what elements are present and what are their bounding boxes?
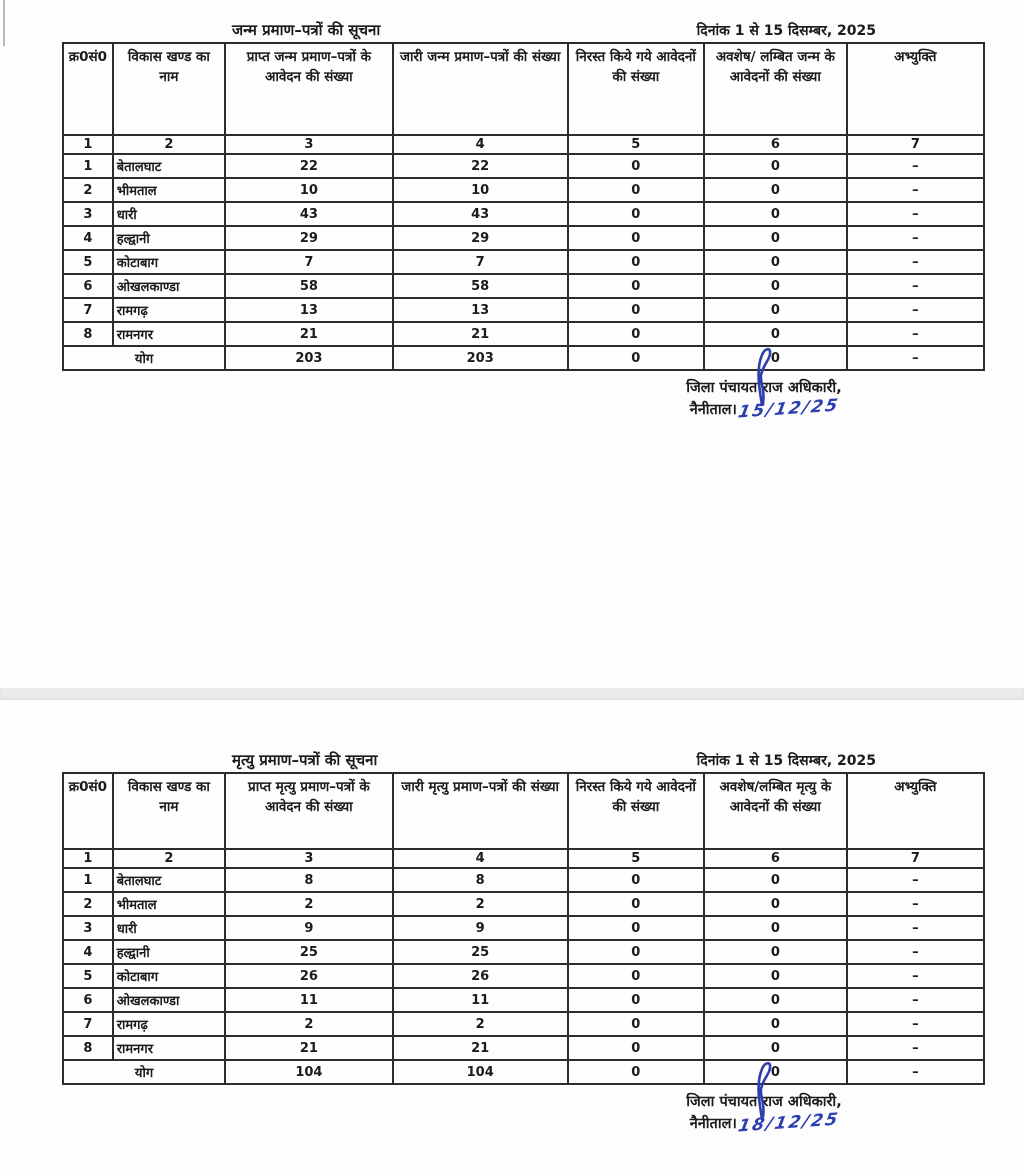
value-cell: 0 <box>568 226 704 250</box>
value-cell: 21 <box>225 322 393 346</box>
signature-block-death <box>644 1091 884 1137</box>
column-header: प्राप्त मृत्यु प्रमाण–पत्रों के आवेदन की संख्या <box>225 773 393 849</box>
column-header: जारी मृत्यु प्रमाण–पत्रों की संख्या <box>393 773 568 849</box>
serial-cell: 7 <box>63 1012 113 1036</box>
table-row <box>63 940 984 964</box>
column-number-cell: 2 <box>113 135 225 154</box>
value-cell: 0 <box>704 154 847 178</box>
signature-place-line <box>644 395 884 423</box>
serial-cell: 3 <box>63 916 113 940</box>
total-value-cell: 0 <box>568 346 704 370</box>
table-row <box>63 1012 984 1036</box>
block-name-cell: भीमताल <box>113 892 225 916</box>
column-number-cell: 7 <box>847 849 984 868</box>
column-header: विकास खण्ड का नाम <box>113 43 225 135</box>
total-value-cell: 0 <box>704 346 847 370</box>
value-cell: 13 <box>393 298 568 322</box>
column-number-row <box>63 849 984 868</box>
block-name-cell: बेतालघाट <box>113 868 225 892</box>
value-cell: 58 <box>225 274 393 298</box>
value-cell: – <box>847 154 984 178</box>
table-row <box>63 154 984 178</box>
value-cell: 7 <box>225 250 393 274</box>
value-cell: 0 <box>568 202 704 226</box>
serial-cell: 6 <box>63 274 113 298</box>
death-title-row <box>0 750 1024 772</box>
serial-cell: 2 <box>63 178 113 202</box>
value-cell: 0 <box>704 226 847 250</box>
total-row <box>63 346 984 370</box>
value-cell: 43 <box>393 202 568 226</box>
value-cell: 22 <box>393 154 568 178</box>
value-cell: – <box>847 1036 984 1060</box>
serial-cell: 8 <box>63 322 113 346</box>
value-cell: – <box>847 868 984 892</box>
table-row <box>63 202 984 226</box>
death-certificates-table <box>62 772 985 1085</box>
header-row <box>63 773 984 849</box>
table-row <box>63 322 984 346</box>
value-cell: 0 <box>568 916 704 940</box>
column-number-cell: 7 <box>847 135 984 154</box>
total-value-cell: – <box>847 346 984 370</box>
value-cell: 0 <box>704 916 847 940</box>
signature-block-birth <box>644 377 884 423</box>
value-cell: – <box>847 298 984 322</box>
serial-cell: 7 <box>63 298 113 322</box>
total-value-cell: 104 <box>393 1060 568 1084</box>
column-header: क्र0सं0 <box>63 773 113 849</box>
value-cell: – <box>847 274 984 298</box>
value-cell: 2 <box>225 892 393 916</box>
value-cell: 25 <box>225 940 393 964</box>
value-cell: 7 <box>393 250 568 274</box>
value-cell: 0 <box>568 892 704 916</box>
serial-cell: 5 <box>63 250 113 274</box>
serial-cell: 6 <box>63 988 113 1012</box>
column-number-row <box>63 135 984 154</box>
value-cell: 0 <box>568 274 704 298</box>
value-cell: 9 <box>393 916 568 940</box>
value-cell: – <box>847 940 984 964</box>
column-number-cell: 4 <box>393 849 568 868</box>
value-cell: 11 <box>225 988 393 1012</box>
value-cell: – <box>847 892 984 916</box>
value-cell: 58 <box>393 274 568 298</box>
block-name-cell: हल्द्वानी <box>113 226 225 250</box>
value-cell: – <box>847 202 984 226</box>
value-cell: 21 <box>393 322 568 346</box>
birth-date-range-label: दिनांक 1 से 15 दिसम्बर, 2025 <box>696 23 876 39</box>
birth-title-row <box>0 20 1024 42</box>
value-cell: 43 <box>225 202 393 226</box>
column-header: अभ्युक्ति <box>847 773 984 849</box>
value-cell: 2 <box>225 1012 393 1036</box>
value-cell: 0 <box>568 988 704 1012</box>
block-name-cell: कोटाबाग <box>113 964 225 988</box>
total-value-cell: 0 <box>568 1060 704 1084</box>
block-name-cell: ओखलकाण्डा <box>113 274 225 298</box>
death-date-range-label: दिनांक 1 से 15 दिसम्बर, 2025 <box>696 753 876 769</box>
total-row <box>63 1060 984 1084</box>
value-cell: 9 <box>225 916 393 940</box>
block-name-cell: रामनगर <box>113 1036 225 1060</box>
table-row <box>63 868 984 892</box>
value-cell: 2 <box>393 1012 568 1036</box>
table-row <box>63 916 984 940</box>
value-cell: – <box>847 178 984 202</box>
block-name-cell: भीमताल <box>113 178 225 202</box>
column-header: अवशेष/लम्बित मृत्यु के आवेदनों की संख्या <box>704 773 847 849</box>
block-name-cell: रामनगर <box>113 322 225 346</box>
value-cell: 0 <box>704 868 847 892</box>
signature-designation: जिला पंचायत राज अधिकारी, <box>686 380 842 396</box>
block-name-cell: ओखलकाण्डा <box>113 988 225 1012</box>
column-number-cell: 1 <box>63 849 113 868</box>
value-cell: 13 <box>225 298 393 322</box>
block-name-cell: धारी <box>113 916 225 940</box>
total-value-cell: – <box>847 1060 984 1084</box>
column-number-cell: 6 <box>704 135 847 154</box>
value-cell: 0 <box>568 868 704 892</box>
value-cell: 0 <box>704 940 847 964</box>
table-row <box>63 1036 984 1060</box>
column-number-cell: 1 <box>63 135 113 154</box>
value-cell: 29 <box>225 226 393 250</box>
value-cell: 0 <box>568 1012 704 1036</box>
value-cell: 0 <box>568 322 704 346</box>
column-header: क्र0सं0 <box>63 43 113 135</box>
total-value-cell: 104 <box>225 1060 393 1084</box>
value-cell: 0 <box>704 1036 847 1060</box>
serial-cell: 4 <box>63 226 113 250</box>
value-cell: 10 <box>393 178 568 202</box>
value-cell: 25 <box>393 940 568 964</box>
value-cell: – <box>847 988 984 1012</box>
column-header: अवशेष/ लम्बित जन्म के आवेदनों की संख्या <box>704 43 847 135</box>
table-row <box>63 274 984 298</box>
value-cell: 0 <box>568 964 704 988</box>
serial-cell: 1 <box>63 154 113 178</box>
table-row <box>63 964 984 988</box>
column-number-cell: 2 <box>113 849 225 868</box>
value-cell: 0 <box>704 202 847 226</box>
value-cell: 0 <box>704 274 847 298</box>
birth-certificates-table <box>62 42 985 371</box>
death-table-title: मृत्यु प्रमाण–पत्रों की सूचना <box>232 751 378 769</box>
column-number-cell: 4 <box>393 135 568 154</box>
column-number-cell: 5 <box>568 849 704 868</box>
signature-place: नैनीताल। <box>689 402 737 418</box>
block-name-cell: बेतालघाट <box>113 154 225 178</box>
serial-cell: 3 <box>63 202 113 226</box>
block-name-cell: कोटाबाग <box>113 250 225 274</box>
value-cell: 0 <box>568 250 704 274</box>
block-name-cell: रामगढ़ <box>113 298 225 322</box>
signature-designation: जिला पंचायत राज अधिकारी, <box>686 1094 842 1110</box>
serial-cell: 5 <box>63 964 113 988</box>
table-row <box>63 178 984 202</box>
value-cell: – <box>847 964 984 988</box>
header-row <box>63 43 984 135</box>
value-cell: 22 <box>225 154 393 178</box>
value-cell: 0 <box>568 940 704 964</box>
handwritten-date: 18/12/25 <box>736 1109 841 1137</box>
value-cell: 11 <box>393 988 568 1012</box>
scan-page-divider <box>0 688 1024 700</box>
column-header: निरस्त किये गये आवेदनों की संख्या <box>568 43 704 135</box>
table-row <box>63 892 984 916</box>
signature-place: नैनीताल। <box>689 1116 737 1132</box>
block-name-cell: धारी <box>113 202 225 226</box>
table-row <box>63 250 984 274</box>
total-value-cell: 203 <box>225 346 393 370</box>
handwritten-date: 15/12/25 <box>736 395 841 423</box>
value-cell: 29 <box>393 226 568 250</box>
value-cell: 8 <box>393 868 568 892</box>
value-cell: 21 <box>225 1036 393 1060</box>
column-number-cell: 3 <box>225 849 393 868</box>
value-cell: 0 <box>568 154 704 178</box>
birth-table-title: जन्म प्रमाण–पत्रों की सूचना <box>232 21 381 39</box>
serial-cell: 4 <box>63 940 113 964</box>
value-cell: 26 <box>225 964 393 988</box>
value-cell: 0 <box>568 178 704 202</box>
column-header: विकास खण्ड का नाम <box>113 773 225 849</box>
value-cell: – <box>847 916 984 940</box>
value-cell: 2 <box>393 892 568 916</box>
table-row <box>63 298 984 322</box>
total-value-cell: 0 <box>704 1060 847 1084</box>
value-cell: 0 <box>568 298 704 322</box>
value-cell: 10 <box>225 178 393 202</box>
table-row <box>63 226 984 250</box>
value-cell: – <box>847 322 984 346</box>
table-row <box>63 988 984 1012</box>
death-report-section <box>0 700 1024 1175</box>
column-number-cell: 6 <box>704 849 847 868</box>
value-cell: – <box>847 226 984 250</box>
value-cell: 0 <box>704 298 847 322</box>
column-number-cell: 5 <box>568 135 704 154</box>
column-number-cell: 3 <box>225 135 393 154</box>
column-header: जारी जन्म प्रमाण–पत्रों की संख्या <box>393 43 568 135</box>
column-header: प्राप्त जन्म प्रमाण–पत्रों के आवेदन की संख्या <box>225 43 393 135</box>
value-cell: 0 <box>704 988 847 1012</box>
value-cell: 0 <box>704 178 847 202</box>
value-cell: 8 <box>225 868 393 892</box>
signature-place-line <box>644 1109 884 1137</box>
value-cell: 0 <box>704 964 847 988</box>
block-name-cell: हल्द्वानी <box>113 940 225 964</box>
value-cell: 0 <box>568 1036 704 1060</box>
block-name-cell: रामगढ़ <box>113 1012 225 1036</box>
column-header: अभ्युक्ति <box>847 43 984 135</box>
total-value-cell: 203 <box>393 346 568 370</box>
serial-cell: 1 <box>63 868 113 892</box>
value-cell: 0 <box>704 892 847 916</box>
value-cell: 0 <box>704 1012 847 1036</box>
serial-cell: 2 <box>63 892 113 916</box>
value-cell: 26 <box>393 964 568 988</box>
value-cell: 21 <box>393 1036 568 1060</box>
column-header: निरस्त किये गये आवेदनों की संख्या <box>568 773 704 849</box>
value-cell: – <box>847 250 984 274</box>
value-cell: 0 <box>704 250 847 274</box>
total-label-cell: योग <box>63 1060 225 1084</box>
value-cell: 0 <box>704 322 847 346</box>
value-cell: – <box>847 1012 984 1036</box>
serial-cell: 8 <box>63 1036 113 1060</box>
total-label-cell: योग <box>63 346 225 370</box>
